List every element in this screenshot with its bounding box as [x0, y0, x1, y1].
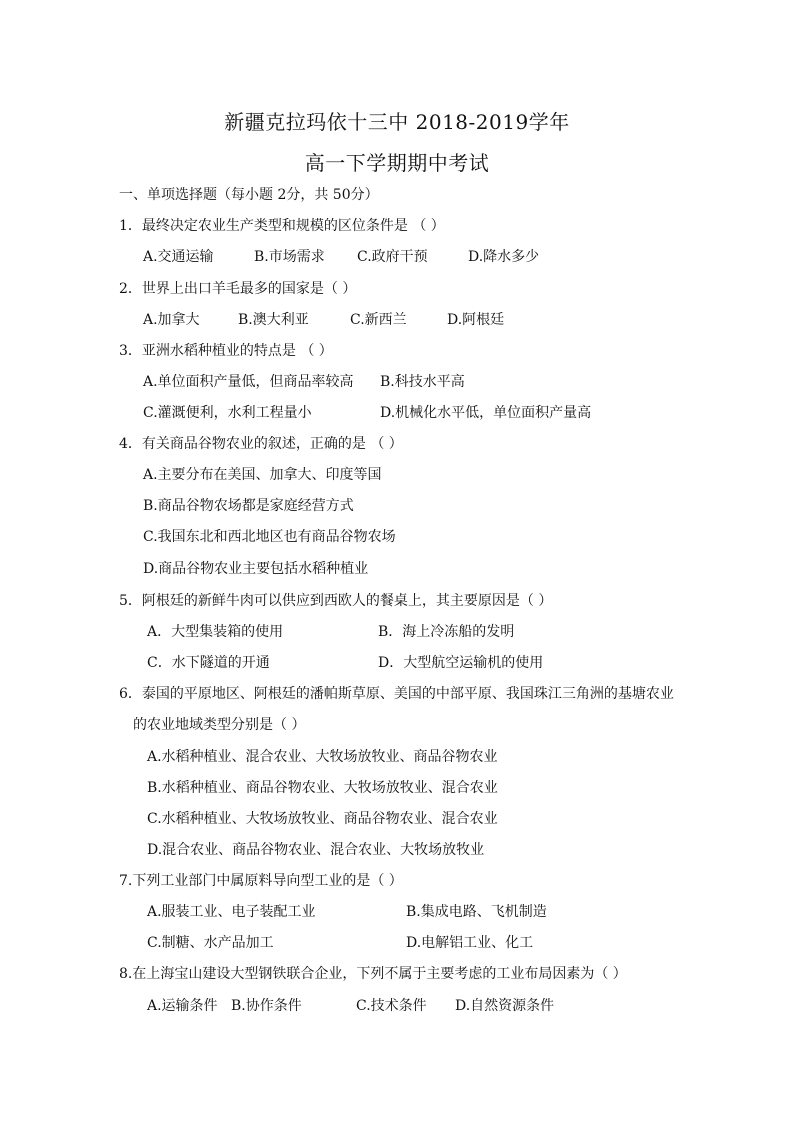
question-5-stem: 5．阿根廷的新鲜牛肉可以供应到西欧人的餐桌上，其主要原因是（ ） [119, 593, 553, 609]
question-7-option-b: B.集成电路、飞机制造 [406, 904, 547, 920]
question-4-option-c: C.我国东北和西北地区也有商品谷物农场 [143, 529, 396, 545]
question-6-stem: 6．泰国的平原地区、阿根廷的潘帕斯草原、美国的中部平原、我国珠江三角洲的基塘农业 [119, 686, 674, 702]
question-8-option-c: C.技术条件 [356, 998, 427, 1014]
question-7-stem: 7.下列工业部门中属原料导向型工业的是（ ） [119, 873, 403, 889]
question-8-option-b: B.协作条件 [231, 998, 302, 1014]
question-5-option-a: A．大型集装箱的使用 [147, 624, 284, 640]
question-5-option-d: D．大型航空运输机的使用 [378, 655, 544, 671]
exam-title-line1: 新疆克拉玛依十三中 2018-2019学年 [224, 110, 570, 134]
question-8-stem: 8.在上海宝山建设大型钢铁联合企业，下列不属于主要考虑的工业布局因素为（ ） [119, 966, 627, 982]
question-2-option-d: D.阿根廷 [447, 312, 505, 328]
question-5-option-c: C．水下隧道的开通 [147, 655, 270, 671]
question-4-option-d: D.商品谷物农业主要包括水稻种植业 [143, 561, 369, 577]
question-1-stem: 1．最终决定农业生产类型和规模的区位条件是 （ ） [119, 218, 445, 234]
question-2-option-c: C.新西兰 [350, 312, 407, 328]
question-7-option-d: D.电解铝工业、化工 [406, 935, 534, 951]
question-4-stem: 4．有关商品谷物农业的叙述，正确的是 （ ） [119, 436, 403, 452]
question-6-stem-continued: 的农业地域类型分别是（ ） [133, 717, 306, 733]
question-3-option-c: C.灌溉便利，水利工程量小 [143, 405, 312, 421]
question-3-stem: 3．亚洲水稻种植业的特点是 （ ） [119, 343, 333, 359]
question-6-option-d: D.混合农业、商品谷物农业、混合农业、大牧场放牧业 [147, 842, 485, 858]
question-2-option-a: A.加拿大 [143, 312, 200, 328]
question-6-option-c: C.水稻种植业、大牧场放牧业、商品谷物农业、混合农业 [147, 811, 498, 827]
section-heading: 一、单项选择题（每小题 2分，共 50分） [119, 187, 379, 203]
question-7-option-c: C.制糖、水产品加工 [147, 935, 274, 951]
question-4-option-b: B.商品谷物农场都是家庭经营方式 [143, 498, 354, 514]
question-4-option-a: A.主要分布在美国、加拿大、印度等国 [143, 467, 382, 483]
question-7-option-a: A.服装工业、电子装配工业 [147, 904, 316, 920]
question-1-option-b: B.市场需求 [254, 249, 325, 265]
question-6-option-b: B.水稻种植业、商品谷物农业、大牧场放牧业、混合农业 [147, 780, 498, 796]
question-3-option-d: D.机械化水平低，单位面积产量高 [380, 405, 592, 421]
question-6-option-a: A.水稻种植业、混合农业、大牧场放牧业、商品谷物农业 [147, 749, 498, 765]
question-5-option-b: B．海上冷冻船的发明 [378, 624, 515, 640]
question-1-option-c: C.政府干预 [357, 249, 428, 265]
question-3-option-b: B.科技水平高 [380, 374, 465, 390]
question-2-stem: 2．世界上出口羊毛最多的国家是（ ） [119, 281, 357, 297]
question-1-option-d: D.降水多少 [468, 249, 540, 265]
question-2-option-b: B.澳大利亚 [238, 312, 309, 328]
question-3-option-a: A.单位面积产量低，但商品率较高 [143, 374, 354, 390]
question-1-option-a: A.交通运输 [143, 249, 214, 265]
question-8-option-d: D.自然资源条件 [455, 998, 555, 1014]
exam-title-line2: 高一下学期期中考试 [304, 151, 490, 175]
question-8-option-a: A.运输条件 [147, 998, 218, 1014]
